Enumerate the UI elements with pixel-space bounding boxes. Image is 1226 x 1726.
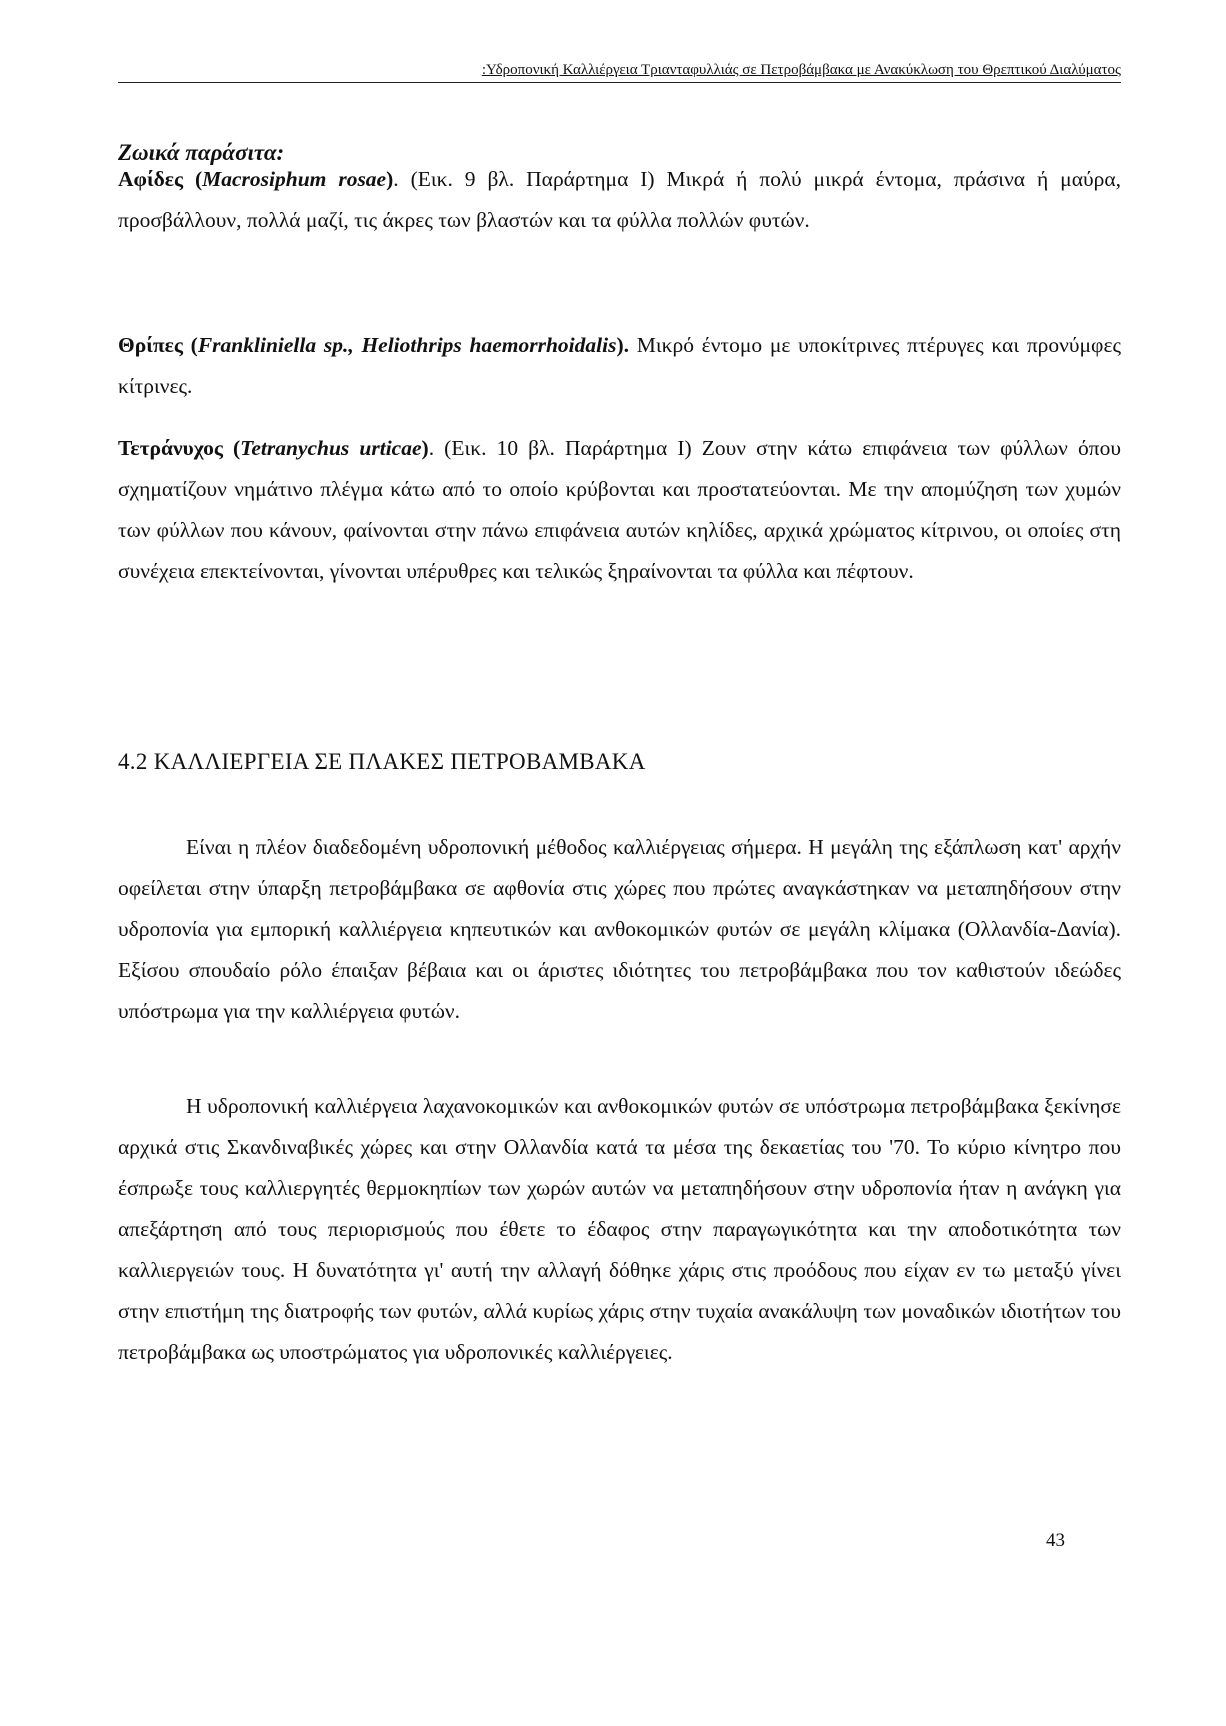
aphids-latin: Macrosiphum rosae: [202, 167, 387, 191]
section-paragraph-2: [118, 1086, 1121, 1373]
page-number: 43: [1046, 1530, 1065, 1551]
aphids-name: Αφίδες: [118, 167, 184, 191]
mites-text: Ζουν στην κάτω επιφάνεια των φύλλων όπου σχηματίζουν νημάτινο πλέγμα κάτω από το οποίο κρύβονται και προστατεύονται. Με την απομύζηση των χυμών των φύλλων που κάνουν, φαίνονται στην πάνω επιφάνεια αυτών κηλίδες, αρχικά χρώματος κίτρινου, οι οποίες στη συνέχεια επεκτείνονται, γίνονται υπέρυθρες και τελικώς ξηραίνονται τα φύλλα και πέφτουν.: [118, 436, 1121, 583]
thrips-latin: Frankliniella sp., Heliothrips haemorrhoidalis: [197, 333, 617, 357]
thrips-paragraph: Θρίπες (Frankliniella sp., Heliothrips haemorrhoidalis). Μικρό έντομο με υποκίτρινες πτέρυγες και προνύμφες κίτρινες.: [118, 333, 1122, 398]
running-title: :Υδροπονική Καλλιέργεια Τριανταφυλλιάς σε Πετροβάμβακα με Ανακύκλωση του Θρεπτικού Διαλύματος: [481, 62, 1121, 78]
section-title: 4.2 ΚΑΛΛΙΕΡΓΕΙΑ ΣΕ ΠΛΑΚΕΣ ΠΕΤΡΟΒΑΜΒΑΚΑ: [118, 749, 646, 774]
aphids-paragraph: Αφίδες (Macrosiphum rosae). (Εικ. 9 βλ. Παράρτημα Ι) Μικρά ή πολύ μικρά έντομα, πράσινα ή μαύρα, προσβάλλουν, πολλά μαζί, τις άκρες των βλαστών και τα φύλλα πολλών φυτών.: [118, 167, 1121, 232]
running-header: [118, 62, 1121, 84]
section-paragraph-1: [118, 827, 1121, 1032]
pests-heading: Ζωικά παράσιτα:: [118, 140, 285, 165]
thrips-text: Μικρό έντομο με υποκίτρινες πτέρυγες και προνύμφες κίτρινες.: [118, 333, 1122, 398]
mites-ref: . (Εικ. 10 βλ. Παράρτημα Ι): [428, 436, 702, 460]
mites-paragraph: Τετράνυχος (Tetranychus urticae). (Εικ. 10 βλ. Παράρτημα Ι) Ζουν στην κάτω επιφάνεια των φύλλων όπου σχηματίζουν νημάτινο πλέγμα κάτω από το οποίο κρύβονται και προστατεύονται. Με την απομύζηση των χυμών των φύλλων που κάνουν, φαίνονται στην πάνω επιφάνεια αυτών κηλίδες, αρχικά χρώματος κίτρινου, οι οποίες στη συνέχεια επεκτείνονται, γίνονται υπέρυθρες και τελικώς ξηραίνονται τα φύλλα και πέφτουν.: [118, 436, 1121, 583]
aphids-text: Μικρά ή πολύ μικρά έντομα, πράσινα ή μαύρα, προσβάλλουν, πολλά μαζί, τις άκρες των βλαστών και τα φύλλα πολλών φυτών.: [118, 167, 1121, 232]
mites-name: Τετράνυχος: [118, 436, 223, 460]
header-rule: [118, 82, 1121, 83]
aphids-ref: . (Εικ. 9 βλ. Παράρτημα Ι): [393, 167, 667, 191]
section-para1-text: Είναι η πλέον διαδεδομένη υδροπονική μέθοδος καλλιέργειας σήμερα. Η μεγάλη της εξάπλωση κατ' αρχήν οφείλεται στην ύπαρξη πετροβάμβακα σε αφθονία στις χώρες που πρώτες αναγκάστηκαν να μεταπηδήσουν στην υδροπονία για εμπορική καλλιέργεια κηπευτικών και ανθοκομικών φυτών σε μεγάλη κλίμακα (Ολλανδία-Δανία). Εξίσου σπουδαίο ρόλο έπαιξαν βέβαια και οι άριστες ιδιότητες του πετροβάμβακα που τον καθιστούν ιδεώδες υπόστρωμα για την καλλιέργεια φυτών.: [118, 835, 1121, 1023]
mites-latin: Tetranychus urticae: [240, 436, 422, 460]
thrips-name: Θρίπες: [118, 333, 183, 357]
section-para2-text: Η υδροπονική καλλιέργεια λαχανοκομικών και ανθοκομικών φυτών σε υπόστρωμα πετροβάμβακα ξεκίνησε αρχικά στις Σκανδιναβικές χώρες και στην Ολλανδία κατά τα μέσα της δεκαετίας του '70. Το κύριο κίνητρο που έσπρωξε τους καλλιεργητές θερμοκηπίων των χωρών αυτών να μεταπηδήσουν στην υδροπονία ήταν η ανάγκη για απεξάρτηση από τους περιορισμούς που έθετε το έδαφος στην παραγωγικότητα και την αποδοτικότητα των καλλιεργειών τους. Η δυνατότητα γι' αυτή την αλλαγή δόθηκε χάρις στις προόδους που είχαν εν τω μεταξύ γίνει στην επιστήμη της διατροφής των φυτών, αλλά κυρίως χάρις στην τυχαία ανακάλυψη των μοναδικών ιδιοτήτων του πετροβάμβακα ως υποστρώματος για υδροπονικές καλλιέργειες.: [118, 1094, 1121, 1364]
